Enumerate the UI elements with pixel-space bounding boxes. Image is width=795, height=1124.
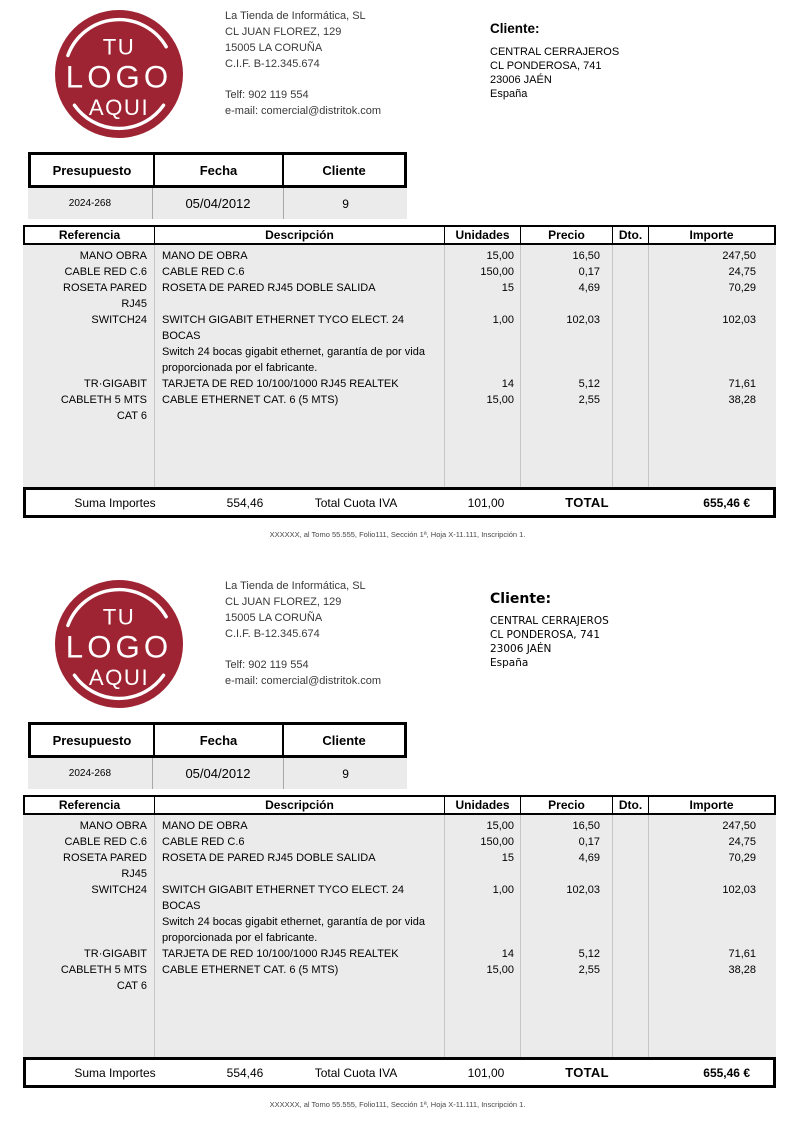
quote-document-copy <box>0 0 795 560</box>
table-row <box>23 392 776 424</box>
item-description: CABLE RED C.6 <box>162 836 245 848</box>
item-description: TARJETA DE RED 10/100/1000 RJ45 REALTEK <box>162 378 399 390</box>
client-country: España <box>490 88 528 100</box>
client-address: CL PONDEROSA, 741 <box>490 629 601 641</box>
company-phone: Telf: 902 119 554 <box>225 89 309 101</box>
item-price: 16,50 <box>572 820 600 832</box>
client-name: CENTRAL CERRAJEROS <box>490 46 620 58</box>
meta-header-fecha: Fecha <box>153 725 282 755</box>
item-description: SWITCH GIGABIT ETHERNET TYCO ELECT. 24 BOCAS Switch 24 bocas gigabit ethernet, garantía de por vida proporcionada por el fabricante. <box>154 882 444 946</box>
item-units: 14 <box>501 378 514 390</box>
item-amount: 70,29 <box>728 852 756 864</box>
company-city: 15005 LA CORUÑA <box>225 42 323 54</box>
item-price: 0,17 <box>578 266 600 278</box>
total-cuota-iva-label: Total Cuota IVA <box>314 495 398 510</box>
table-row <box>23 882 776 946</box>
client-name: CENTRAL CERRAJEROS <box>490 615 609 627</box>
item-reference: CABLETH 5 MTS CAT 6 <box>60 394 147 422</box>
table-row <box>23 850 776 882</box>
item-discount <box>612 376 648 392</box>
table-row <box>23 248 776 264</box>
item-reference: MANO OBRA <box>79 250 147 262</box>
col-header-precio: Precio <box>520 227 612 243</box>
item-long-description: Switch 24 bocas gigabit ethernet, garantía de por vida proporcionada por el fabricante. <box>162 346 425 374</box>
items-table-body <box>23 815 776 1057</box>
company-address: CL JUAN FLOREZ, 129 <box>225 596 342 608</box>
col-header-importe: Importe <box>648 227 774 243</box>
item-discount <box>612 962 648 994</box>
item-description: CABLE ETHERNET CAT. 6 (5 MTS) <box>162 964 339 976</box>
spacer <box>225 642 381 657</box>
item-description: ROSETA DE PARED RJ45 DOBLE SALIDA <box>162 852 376 864</box>
company-info-block <box>225 8 381 119</box>
item-reference: ROSETA PARED RJ45 <box>63 852 147 880</box>
item-description: CABLE ETHERNET CAT. 6 (5 MTS) <box>162 394 339 406</box>
table-row <box>23 818 776 834</box>
col-header-dto: Dto. <box>612 797 648 813</box>
item-units: 15,00 <box>486 820 514 832</box>
item-amount: 71,61 <box>728 948 756 960</box>
item-units: 150,00 <box>480 836 514 848</box>
items-table-header <box>23 795 776 815</box>
quote-meta-values-row <box>28 188 407 219</box>
client-info-block <box>490 591 609 670</box>
company-logo <box>55 10 183 138</box>
meta-header-fecha: Fecha <box>153 155 282 185</box>
item-price: 16,50 <box>572 250 600 262</box>
item-reference: CABLETH 5 MTS CAT 6 <box>60 964 147 992</box>
item-discount <box>612 264 648 280</box>
item-units: 1,00 <box>492 884 514 896</box>
col-header-referencia: Referencia <box>58 798 121 812</box>
total-cuota-iva-label: Total Cuota IVA <box>314 1065 398 1080</box>
item-units: 14 <box>501 948 514 960</box>
company-cif: C.I.F. B-12.345.674 <box>225 58 320 70</box>
item-price: 5,12 <box>578 948 600 960</box>
meta-header-cliente: Cliente <box>282 725 404 755</box>
company-cif: C.I.F. B-12.345.674 <box>225 628 320 640</box>
meta-header-presupuesto: Presupuesto <box>52 162 132 178</box>
item-reference: TR·GIGABIT <box>84 948 147 960</box>
total-amount: 655,46 € <box>703 1065 750 1080</box>
item-description: ROSETA DE PARED RJ45 DOBLE SALIDA <box>162 282 376 294</box>
item-amount: 247,50 <box>722 820 756 832</box>
client-number: 9 <box>283 188 407 219</box>
totals-row <box>23 487 776 518</box>
item-discount <box>612 850 648 882</box>
item-amount: 247,50 <box>722 250 756 262</box>
table-row <box>23 312 776 376</box>
client-address: CL PONDEROSA, 741 <box>490 60 602 72</box>
item-amount: 102,03 <box>722 884 756 896</box>
table-row <box>23 376 776 392</box>
client-city: 23006 JAÉN <box>490 643 552 655</box>
company-info-block <box>225 578 381 689</box>
item-reference: CABLE RED C.6 <box>64 836 147 848</box>
quote-meta-header-row <box>28 722 407 758</box>
item-price: 4,69 <box>578 282 600 294</box>
item-discount <box>612 882 648 946</box>
item-amount: 71,61 <box>728 378 756 390</box>
logo-line-3: AQUI <box>88 94 150 120</box>
col-header-descripcion: Descripción <box>154 227 444 243</box>
col-header-unidades: Unidades <box>444 797 520 813</box>
tu-logo-aqui-icon <box>55 580 183 708</box>
item-discount <box>612 312 648 376</box>
spacer <box>225 72 381 87</box>
quote-document-copy <box>0 570 795 1124</box>
table-row <box>23 280 776 312</box>
company-email: e-mail: comercial@distritok.com <box>225 105 382 117</box>
client-heading: Cliente: <box>490 591 552 607</box>
logo-line-2: LOGO <box>65 629 173 665</box>
quote-number: 2024-268 <box>68 198 112 209</box>
quote-meta-header-row <box>28 152 407 188</box>
item-amount: 24,75 <box>728 266 756 278</box>
item-units: 15,00 <box>486 964 514 976</box>
suma-importes-label: Suma Importes <box>74 1065 156 1080</box>
item-description: MANO DE OBRA <box>162 250 248 262</box>
item-description: SWITCH GIGABIT ETHERNET TYCO ELECT. 24 BOCAS Switch 24 bocas gigabit ethernet, garantía de por vida proporcionada por el fabricante. <box>154 312 444 376</box>
logo-line-3: AQUI <box>88 664 150 690</box>
item-reference: CABLE RED C.6 <box>64 266 147 278</box>
item-units: 15 <box>501 282 514 294</box>
company-city: 15005 LA CORUÑA <box>225 612 323 624</box>
col-header-dto: Dto. <box>612 227 648 243</box>
total-cuota-iva-value: 101,00 <box>467 1065 505 1080</box>
item-amount: 38,28 <box>728 964 756 976</box>
col-header-descripcion: Descripción <box>154 797 444 813</box>
col-header-unidades: Unidades <box>444 227 520 243</box>
client-heading: Cliente: <box>490 21 540 36</box>
item-price: 0,17 <box>578 836 600 848</box>
total-label: TOTAL <box>565 1065 609 1080</box>
table-row <box>23 834 776 850</box>
meta-header-presupuesto: Presupuesto <box>52 732 132 748</box>
company-address: CL JUAN FLOREZ, 129 <box>225 26 342 38</box>
item-units: 15 <box>501 852 514 864</box>
suma-importes-value: 554,46 <box>226 495 264 510</box>
item-units: 150,00 <box>480 266 514 278</box>
item-discount <box>612 946 648 962</box>
item-reference: TR·GIGABIT <box>84 378 147 390</box>
company-email: e-mail: comercial@distritok.com <box>225 675 382 687</box>
client-info-block <box>490 21 619 101</box>
table-row <box>23 962 776 994</box>
item-discount <box>612 818 648 834</box>
company-logo <box>55 580 183 708</box>
logo-line-2: LOGO <box>65 59 173 95</box>
logo-line-1: TU <box>102 604 136 630</box>
tu-logo-aqui-icon <box>55 10 183 138</box>
item-amount: 38,28 <box>728 394 756 406</box>
total-label: TOTAL <box>565 495 609 510</box>
client-number: 9 <box>283 758 407 789</box>
suma-importes-value: 554,46 <box>226 1065 264 1080</box>
table-row <box>23 946 776 962</box>
company-phone: Telf: 902 119 554 <box>225 659 309 671</box>
item-reference: MANO OBRA <box>79 820 147 832</box>
quote-meta-values-row <box>28 758 407 789</box>
item-amount: 70,29 <box>728 282 756 294</box>
item-price: 2,55 <box>578 964 600 976</box>
registry-fine-print: XXXXXX, al Tomo 55.555, Folio111, Sección 1ª, Hoja X-11.111, Inscripción 1. <box>269 1100 526 1109</box>
col-header-precio: Precio <box>520 797 612 813</box>
total-cuota-iva-value: 101,00 <box>467 495 505 510</box>
item-discount <box>612 834 648 850</box>
item-price: 2,55 <box>578 394 600 406</box>
item-price: 5,12 <box>578 378 600 390</box>
col-header-importe: Importe <box>648 797 774 813</box>
meta-header-cliente: Cliente <box>282 155 404 185</box>
quote-date: 05/04/2012 <box>152 758 283 789</box>
item-reference: ROSETA PARED RJ45 <box>63 282 147 310</box>
item-description: TARJETA DE RED 10/100/1000 RJ45 REALTEK <box>162 948 399 960</box>
item-units: 1,00 <box>492 314 514 326</box>
client-country: España <box>490 657 529 669</box>
item-reference: SWITCH24 <box>91 884 147 896</box>
quote-date: 05/04/2012 <box>152 188 283 219</box>
item-price: 4,69 <box>578 852 600 864</box>
item-long-description: Switch 24 bocas gigabit ethernet, garantía de por vida proporcionada por el fabricante. <box>162 916 425 944</box>
items-table-header <box>23 225 776 245</box>
col-header-referencia: Referencia <box>58 228 121 242</box>
registry-fine-print: XXXXXX, al Tomo 55.555, Folio111, Sección 1ª, Hoja X-11.111, Inscripción 1. <box>269 530 526 539</box>
item-amount: 24,75 <box>728 836 756 848</box>
item-units: 15,00 <box>486 394 514 406</box>
total-amount: 655,46 € <box>703 495 750 510</box>
item-price: 102,03 <box>566 884 600 896</box>
client-city: 23006 JAÉN <box>490 74 552 86</box>
totals-row <box>23 1057 776 1088</box>
item-units: 15,00 <box>486 250 514 262</box>
item-discount <box>612 392 648 424</box>
item-reference: SWITCH24 <box>91 314 147 326</box>
table-row <box>23 264 776 280</box>
item-discount <box>612 280 648 312</box>
quote-number: 2024-268 <box>68 768 112 779</box>
company-name: La Tienda de Informática, SL <box>225 10 366 22</box>
item-amount: 102,03 <box>722 314 756 326</box>
item-price: 102,03 <box>566 314 600 326</box>
company-name: La Tienda de Informática, SL <box>225 580 366 592</box>
logo-line-1: TU <box>102 34 136 60</box>
item-description: CABLE RED C.6 <box>162 266 245 278</box>
items-table-body <box>23 245 776 487</box>
suma-importes-label: Suma Importes <box>74 495 156 510</box>
item-discount <box>612 248 648 264</box>
item-description: MANO DE OBRA <box>162 820 248 832</box>
